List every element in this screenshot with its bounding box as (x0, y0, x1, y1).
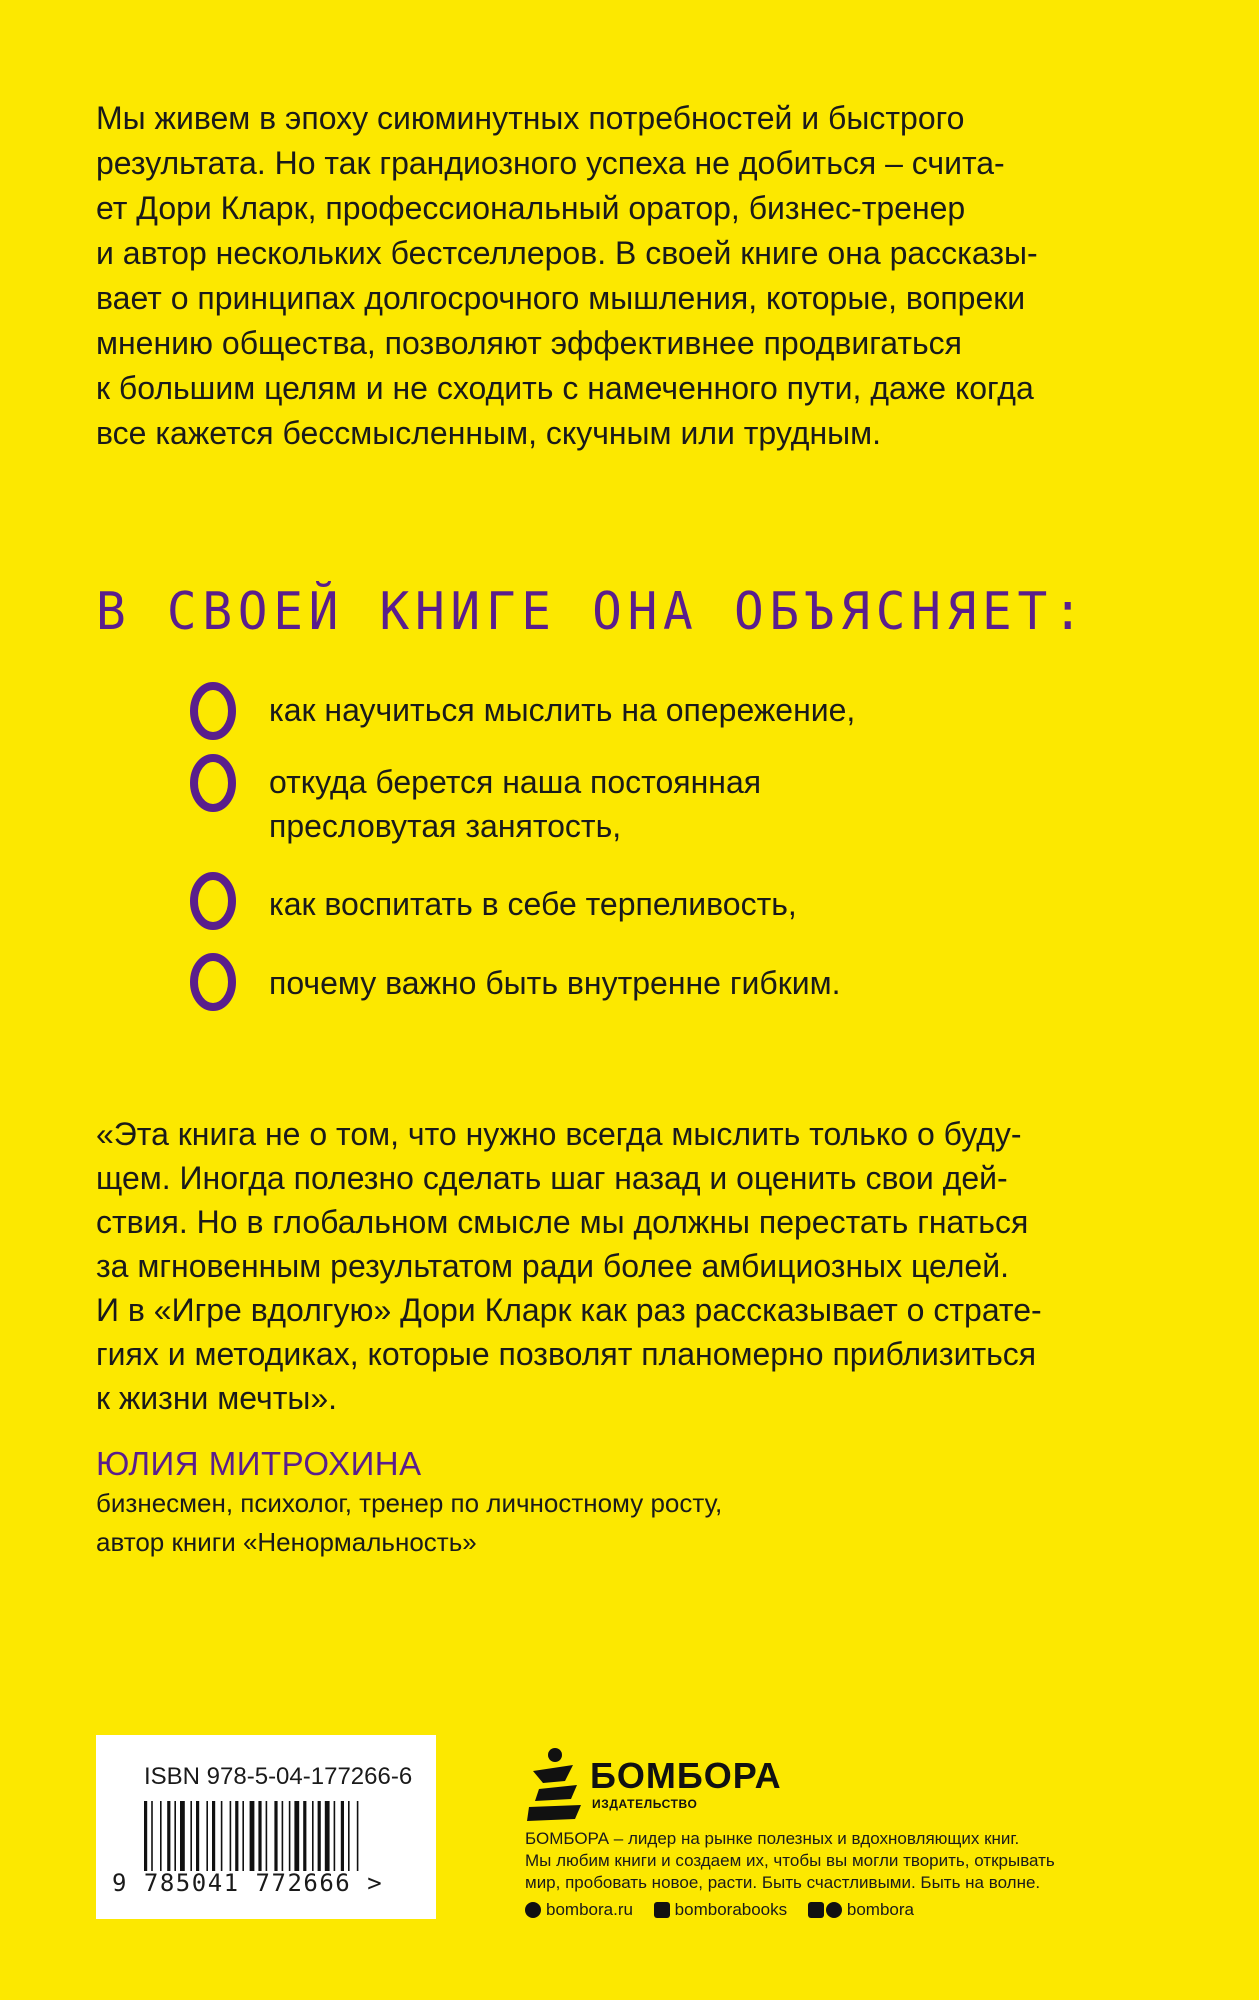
barcode-bar (289, 1801, 291, 1871)
explains-item-line: как научиться мыслить на опережение, (269, 692, 856, 728)
quote-author-name: ЮЛИЯ МИТРОХИНА (96, 1445, 422, 1482)
quote-line: И в «Игре вдолгую» Дори Кларк как раз рассказывает о страте- (96, 1292, 1042, 1328)
review-quote (96, 1112, 1136, 1420)
barcode-bar (144, 1801, 147, 1871)
explains-item-line: как воспитать в себе терпеливость, (269, 886, 797, 922)
barcode-bar (312, 1801, 314, 1871)
intro-line: Мы живем в эпоху сиюминутных потребностей и быстрого (96, 100, 965, 136)
barcode-bar (258, 1801, 261, 1871)
author-role-line: автор книги «Ненормальность» (96, 1527, 477, 1557)
barcode-bar (334, 1801, 336, 1871)
publisher-name: БОМБОРА (590, 1755, 782, 1796)
intro-line: мнению общества, позволяют эффективнее продвигаться (96, 325, 962, 361)
explains-heading: В СВОЕЙ КНИГЕ ОНА ОБЪЯСНЯЕТ: (96, 582, 1089, 642)
vk-link[interactable] (654, 1900, 787, 1920)
explains-item-line: почему важно быть внутренне гибким. (269, 965, 841, 1001)
intro-line: ет Дори Кларк, профессиональный оратор, бизнес-тренер (96, 190, 966, 226)
barcode-box (96, 1735, 436, 1919)
barcode-bar (167, 1801, 170, 1871)
plus-icon (808, 1902, 824, 1918)
barcode-bar (196, 1801, 199, 1871)
circle-bullet-icon (185, 951, 241, 1013)
social-link-label: bombora (846, 1900, 914, 1919)
explains-item-line: пресловутая занятость, (269, 808, 622, 844)
barcode-bar (294, 1801, 299, 1871)
barcode-image (144, 1801, 394, 1871)
barcode-bar (341, 1801, 344, 1871)
barcode-bar (318, 1801, 321, 1871)
barcode-bar (230, 1801, 232, 1871)
publisher-about-line: мир, пробовать новое, расти. Быть счастливыми. Быть на волне. (525, 1873, 1041, 1892)
intro-line: к большим целям и не сходить с намеченного пути, даже когда (96, 370, 1034, 406)
barcode-bar (325, 1801, 330, 1871)
barcode-bar (212, 1801, 215, 1871)
barcode-bar (357, 1801, 359, 1871)
barcode-bar (235, 1801, 238, 1871)
quote-line: к жизни мечты». (96, 1380, 338, 1416)
quote-line: «Эта книга не о том, что нужно всегда мыслить только о буду- (96, 1116, 1022, 1152)
circle-bullet-icon (185, 870, 241, 932)
intro-paragraph (96, 96, 1116, 456)
publisher-subtitle: ИЗДАТЕЛЬСТВО (592, 1797, 698, 1811)
publisher-about (525, 1828, 1225, 1894)
publisher-about-line: БОМБОРА – лидер на рынке полезных и вдохновляющих книг. (525, 1829, 1020, 1848)
explains-item-line: откуда берется наша постоянная (269, 764, 762, 800)
intro-line: результата. Но так грандиозного успеха не добиться – счита- (96, 145, 1005, 181)
quote-author-role (96, 1484, 722, 1562)
barcode-bar (180, 1801, 185, 1871)
barcode-bar (160, 1801, 162, 1871)
bombora-logo-icon (525, 1745, 585, 1825)
author-role-line: бизнесмен, психолог, тренер по личностному росту, (96, 1488, 723, 1518)
vk-link-label: bomborabooks (674, 1900, 788, 1919)
intro-line: все кажется бессмысленным, скучным или трудным. (96, 415, 882, 451)
vk-icon (654, 1902, 670, 1918)
site-link[interactable] (525, 1900, 633, 1920)
barcode-bar (282, 1801, 284, 1871)
site-link-label: bombora.ru (546, 1900, 633, 1919)
barcode-bar (266, 1801, 268, 1871)
quote-line: щем. Иногда полезно сделать шаг назад и оценить свои дей- (96, 1160, 1008, 1196)
barcode-bar (221, 1801, 223, 1871)
quote-line: ствия. Но в глобальном смысле мы должны перестать гнаться (96, 1204, 1029, 1240)
social-link[interactable] (808, 1900, 914, 1920)
quote-line: за мгновенным результатом ради более амбициозных целей. (96, 1248, 1009, 1284)
barcode-digits: 9 785041 772666 > (112, 1869, 384, 1897)
publisher-links (525, 1900, 930, 1923)
barcode-bar (242, 1801, 244, 1871)
barcode-bar (174, 1801, 176, 1871)
isbn-label: ISBN 978-5-04-177266-6 (144, 1763, 413, 1790)
circle-bullet-icon (185, 752, 241, 814)
intro-line: и автор нескольких бестселлеров. В своей книге она рассказы- (96, 235, 1038, 271)
intro-line: вает о принципах долгосрочного мышления, которые, вопреки (96, 280, 1026, 316)
barcode-bar (303, 1801, 306, 1871)
quote-line: гиях и методиках, которые позволят планомерно приблизиться (96, 1336, 1037, 1372)
barcode-bar (206, 1801, 208, 1871)
barcode-bar (250, 1801, 255, 1871)
publisher-about-line: Мы любим книги и создаем их, чтобы вы могли творить, открывать (525, 1851, 1055, 1870)
globe-icon (525, 1902, 541, 1918)
barcode-bar (151, 1801, 153, 1871)
circle-bullet-icon (185, 680, 241, 742)
barcode-bar (274, 1801, 277, 1871)
barcode-bar (190, 1801, 192, 1871)
barcode-bar (348, 1801, 350, 1871)
telegram-icon (826, 1902, 842, 1918)
